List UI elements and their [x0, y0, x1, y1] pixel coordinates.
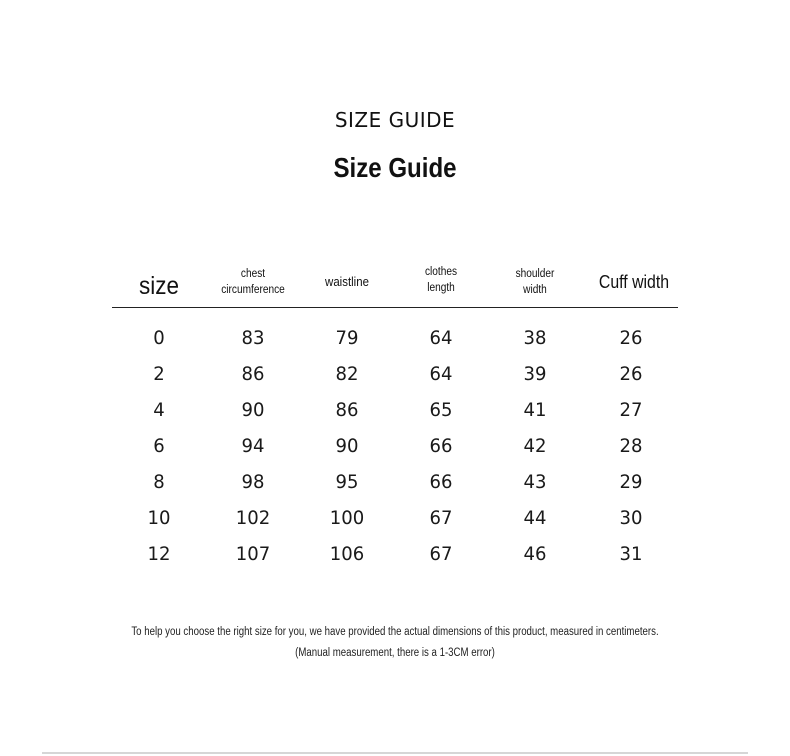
cell-length: 65 — [429, 399, 453, 421]
cell-chest: 94 — [241, 435, 265, 457]
cell-waist: 86 — [335, 399, 359, 421]
cell-cuff: 28 — [619, 435, 643, 457]
cell-shoulder: 38 — [523, 327, 547, 349]
cell-waist: 95 — [335, 471, 359, 493]
cell-shoulder: 41 — [523, 399, 547, 421]
cell-chest: 107 — [235, 543, 271, 565]
table-row — [112, 428, 678, 464]
cell-shoulder: 43 — [523, 471, 547, 493]
header-cuff-width: Cuff width — [598, 272, 670, 292]
cell-waist: 100 — [329, 507, 365, 529]
cell-size: 12 — [147, 543, 171, 565]
cell-length: 66 — [429, 471, 453, 493]
table-row — [112, 392, 678, 428]
table-row — [112, 500, 678, 536]
table-row — [112, 536, 678, 572]
page-title: SIZE GUIDE — [334, 108, 456, 132]
cell-cuff: 26 — [619, 363, 643, 385]
cell-chest: 102 — [235, 507, 271, 529]
header-length-line1: clothes — [424, 266, 458, 278]
bottom-divider — [42, 752, 748, 754]
page-subtitle: Size Guide — [333, 152, 457, 183]
cell-shoulder: 39 — [523, 363, 547, 385]
header-chest-circumference — [212, 266, 295, 298]
cell-waist: 90 — [335, 435, 359, 457]
header-row — [112, 262, 678, 306]
cell-length: 67 — [429, 543, 453, 565]
header-size: size — [138, 272, 180, 300]
cell-cuff: 27 — [619, 399, 643, 421]
cell-size: 0 — [153, 327, 165, 349]
cell-shoulder: 42 — [523, 435, 547, 457]
header-length-line2: length — [427, 282, 455, 294]
header-shoulder-line1: shoulder — [515, 268, 555, 280]
cell-size: 4 — [153, 399, 165, 421]
header-chest-line2: circumference — [221, 284, 285, 296]
table-row — [112, 356, 678, 392]
cell-size: 6 — [153, 435, 165, 457]
table-row — [112, 464, 678, 500]
cell-length: 64 — [429, 363, 453, 385]
size-table-header — [112, 262, 678, 306]
header-shoulder-width — [494, 266, 577, 298]
header-clothes-length — [400, 264, 483, 296]
header-shoulder-line2: width — [523, 284, 547, 296]
cell-length: 66 — [429, 435, 453, 457]
header-divider — [112, 307, 678, 308]
cell-chest: 86 — [241, 363, 265, 385]
cell-length: 64 — [429, 327, 453, 349]
table-row — [112, 320, 678, 356]
cell-cuff: 26 — [619, 327, 643, 349]
header-chest-line1: chest — [240, 268, 266, 280]
cell-chest: 98 — [241, 471, 265, 493]
cell-waist: 106 — [329, 543, 365, 565]
cell-cuff: 31 — [619, 543, 643, 565]
cell-shoulder: 46 — [523, 543, 547, 565]
header-waistline: waistline — [325, 274, 369, 289]
cell-cuff: 29 — [619, 471, 643, 493]
cell-size: 2 — [153, 363, 165, 385]
cell-size: 8 — [153, 471, 165, 493]
cell-chest: 90 — [241, 399, 265, 421]
measurement-error-note: (Manual measurement, there is a 1-3CM error) — [295, 647, 495, 659]
size-table-body — [112, 320, 678, 572]
cell-length: 67 — [429, 507, 453, 529]
cell-size: 10 — [147, 507, 171, 529]
cell-waist: 82 — [335, 363, 359, 385]
cell-shoulder: 44 — [523, 507, 547, 529]
cell-waist: 79 — [335, 327, 359, 349]
measurement-note: To help you choose the right size for you, we have provided the actual dimensions of this product, measured in centimeters. — [131, 626, 659, 638]
cell-cuff: 30 — [619, 507, 643, 529]
cell-chest: 83 — [241, 327, 265, 349]
